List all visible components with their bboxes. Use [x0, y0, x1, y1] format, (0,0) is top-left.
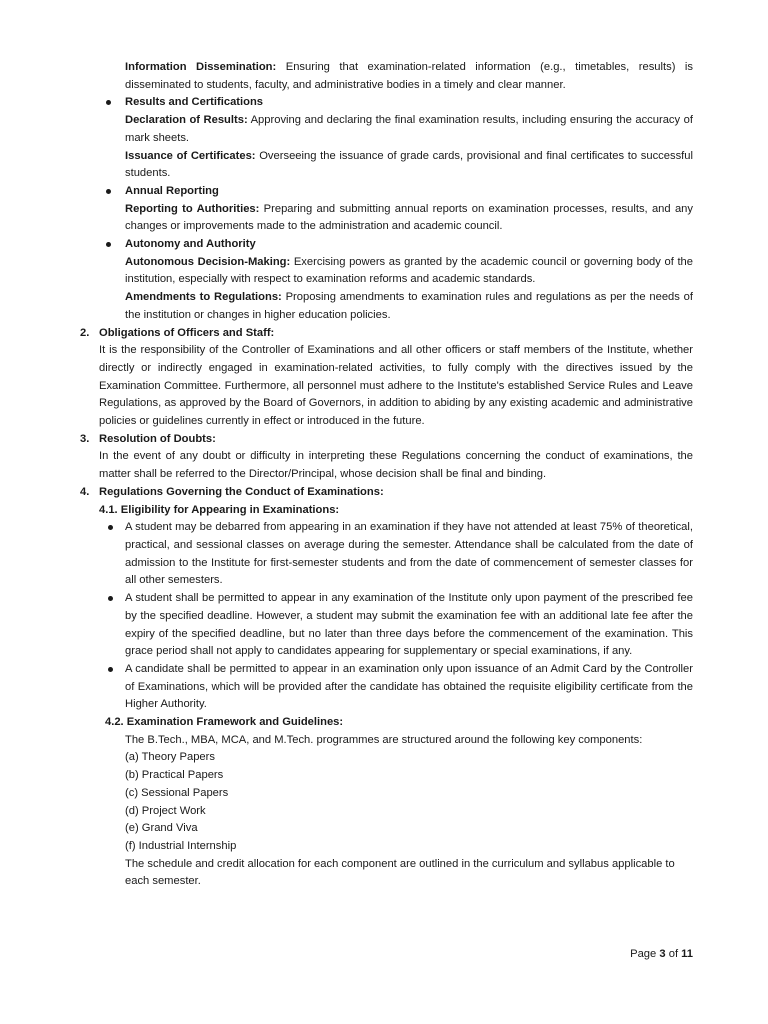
subsection-4-2-title: 4.2. Examination Framework and Guidelines: [105, 716, 344, 729]
section-3-body: In the event of any doubt or difficulty in interpreting these Regulations concerning the conduct of examinations, the matter shall be referred to the Director/Principal, whose decision shall be final and binding. [99, 450, 693, 481]
eligibility-bullet [0, 519, 768, 590]
autonomy-heading: Autonomy and Authority [125, 238, 256, 251]
list-item: (e) Grand Viva [125, 822, 198, 835]
page-number-footer [630, 948, 693, 960]
info-dissemination-label: Information Dissemination: [125, 61, 277, 73]
framework-intro: The B.Tech., MBA, MCA, and M.Tech. programmes are structured around the following key components: [125, 733, 643, 746]
section-4-heading [0, 484, 768, 502]
eligibility-bullet-text: A student shall be permitted to appear in any examination of the Institute only upon payment of the prescribed fee by the specified deadline. However, a student may submit the examination fee with an additional late fee after the expiry of the specified deadline, but no later than three days before the commencement of the examination. This grace period shall not apply to candidates appearing for supplementary or special examinations, if any. [125, 592, 693, 658]
bullet-icon [108, 596, 113, 601]
eligibility-bullet-text: A student may be debarred from appearing in an examination if they have not attended at least 75% of theoretical, practical, and sessional classes on average during the semester. Attendance shall be calculated from the date of admission to the Institute for first-semester students and from the date of commencement of semester classes for all other semesters. [125, 521, 693, 587]
page-word: Page [630, 948, 657, 960]
list-item: (c) Sessional Papers [125, 786, 229, 799]
bullet-annual-reporting [0, 183, 768, 201]
section-2-title: Obligations of Officers and Staff: [99, 326, 275, 339]
reporting-label: Reporting to Authorities: [125, 202, 260, 215]
section-3-number: 3. [80, 432, 90, 445]
bullet-icon [106, 242, 111, 247]
list-item: (a) Theory Papers [125, 751, 215, 764]
decision-making-label: Autonomous Decision-Making: [125, 255, 291, 268]
section-4-number: 4. [80, 485, 90, 498]
page-content [0, 59, 768, 891]
list-item: (b) Practical Papers [125, 769, 224, 782]
bullet-autonomy [0, 236, 768, 254]
section-3-title: Resolution of Doubts: [99, 432, 216, 445]
section-2-heading [0, 325, 768, 343]
bullet-icon [108, 525, 113, 530]
eligibility-bullet [0, 661, 768, 714]
info-dissemination-text: Ensuring that examination-related information (e.g., timetables, results) is disseminated to students, faculty, and administrative bodies in a timely and clear manner. [125, 61, 693, 91]
results-certifications-heading: Results and Certifications [125, 96, 264, 109]
bullet-results-certifications [0, 94, 768, 112]
reporting-paragraph [125, 201, 693, 236]
total-pages-number: 11 [681, 948, 693, 960]
section-4-title: Regulations Governing the Conduct of Examinations: [99, 485, 384, 498]
issuance-text: Overseeing the issuance of grade cards, provisional and final certificates to successful students. [125, 149, 694, 180]
subsection-4-1-title: 4.1. Eligibility for Appearing in Examinations: [99, 503, 340, 516]
section-2-number: 2. [80, 326, 90, 339]
declaration-label: Declaration of Results: [125, 114, 248, 127]
bullet-icon [108, 667, 113, 672]
current-page-number: 3 [659, 948, 666, 960]
decision-making-text: Exercising powers as granted by the academic council or governing body of the institution, especially with respect to examination reforms and academic standards. [125, 255, 693, 286]
amendments-label: Amendments to Regulations: [125, 291, 282, 304]
amendments-text: Proposing amendments to examination rules and regulations as per the needs of the institution or changes in higher education policies. [125, 291, 694, 321]
declaration-paragraph [125, 112, 693, 147]
eligibility-bullet [0, 590, 768, 661]
annual-reporting-heading: Annual Reporting [125, 184, 219, 197]
list-item: (d) Project Work [125, 804, 206, 817]
issuance-paragraph [125, 148, 693, 183]
issuance-label: Issuance of Certificates: [125, 149, 256, 162]
section-3-heading [0, 431, 768, 449]
reporting-text: Preparing and submitting annual reports on examination processes, results, and any changes or improvements made to the administration and academic council. [125, 202, 693, 233]
decision-making-paragraph [125, 254, 693, 289]
list-item: (f) Industrial Internship [125, 839, 237, 852]
eligibility-bullet-text: A candidate shall be permitted to appear in an examination only upon issuance of an Admit Card by the Controller of Examinations, which will be provided after the candidate has obtained the requisite eligibility certificate from the Higher Authority. [125, 662, 693, 711]
bullet-icon [106, 189, 111, 194]
framework-outro: The schedule and credit allocation for each component are outlined in the curriculum and syllabus applicable to each semester. [125, 857, 675, 888]
declaration-text: Approving and declaring the final examination results, including ensuring the accuracy of mark sheets. [125, 114, 693, 144]
components-list [125, 749, 768, 855]
info-dissemination-paragraph [125, 59, 693, 94]
of-word: of [668, 948, 679, 960]
amendments-paragraph [125, 289, 693, 324]
section-2-body: It is the responsibility of the Controller of Examinations and all other officers or staff members of the Institute, whether directly or indirectly engaged in examination-related activities, to fully comply with the directives issued by the Examination Committee. Furthermore, all personnel must adhere to the Institute's established Service Rules and Leave Regulations, as approved by the Board of Governors, in addition to abiding by any existing academic and administrative policies or guidelines currently in effect or introduced in the future. [99, 344, 693, 428]
bullet-icon [106, 100, 111, 105]
